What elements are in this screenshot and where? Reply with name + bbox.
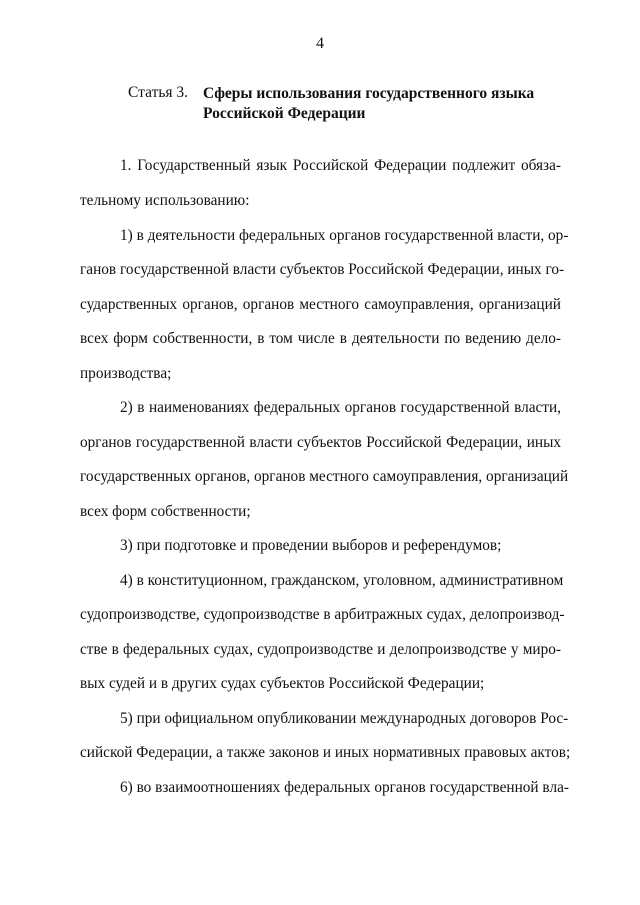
text-line: всех форм собственности, в том числе в деятельности по ведению дело- xyxy=(80,330,561,347)
text-line: сийской Федерации, а также законов и иных нормативных правовых актов; xyxy=(80,744,571,761)
text-line: государственных органов, органов местного самоуправления, организаций xyxy=(80,468,569,485)
text-line: сударственных органов, органов местного самоуправления, организаций xyxy=(80,296,561,313)
text-line: 5) при официальном опубликовании международных договоров Рос- xyxy=(120,710,569,727)
text-line: 1) в деятельности федеральных органов государственной власти, ор- xyxy=(120,227,569,244)
text-line: 6) во взаимоотношениях федеральных органов государственной вла- xyxy=(120,779,569,796)
text-line: 3) при подготовке и проведении выборов и референдумов; xyxy=(120,537,502,554)
text-line: ганов государственной власти субъектов Российской Федерации, иных го- xyxy=(80,261,565,278)
text-line: 1. Государственный язык Российской Федерации подлежит обяза- xyxy=(120,157,561,174)
text-line: 4) в конституционном, гражданском, уголовном, административном xyxy=(120,572,564,589)
text-line: тельному использованию: xyxy=(80,192,250,209)
text-line: органов государственной власти субъектов Российской Федерации, иных xyxy=(80,434,561,451)
text-line: судопроизводстве, судопроизводстве в арбитражных судах, делопроизвод- xyxy=(80,606,565,623)
article-label: Статья 3. xyxy=(128,84,189,101)
text-line: производства; xyxy=(80,365,172,382)
text-line: 2) в наименованиях федеральных органов государственной власти, xyxy=(120,399,561,416)
text-line: стве в федеральных судах, судопроизводстве и делопроизводстве у миро- xyxy=(80,641,561,658)
text-line: вых судей и в других судах субъектов Российской Федерации; xyxy=(80,675,485,692)
page-number: 4 xyxy=(316,35,324,52)
article-title: Сферы использования государственного языка Российской Федерации xyxy=(203,85,535,122)
text-line: всех форм собственности; xyxy=(80,503,251,520)
